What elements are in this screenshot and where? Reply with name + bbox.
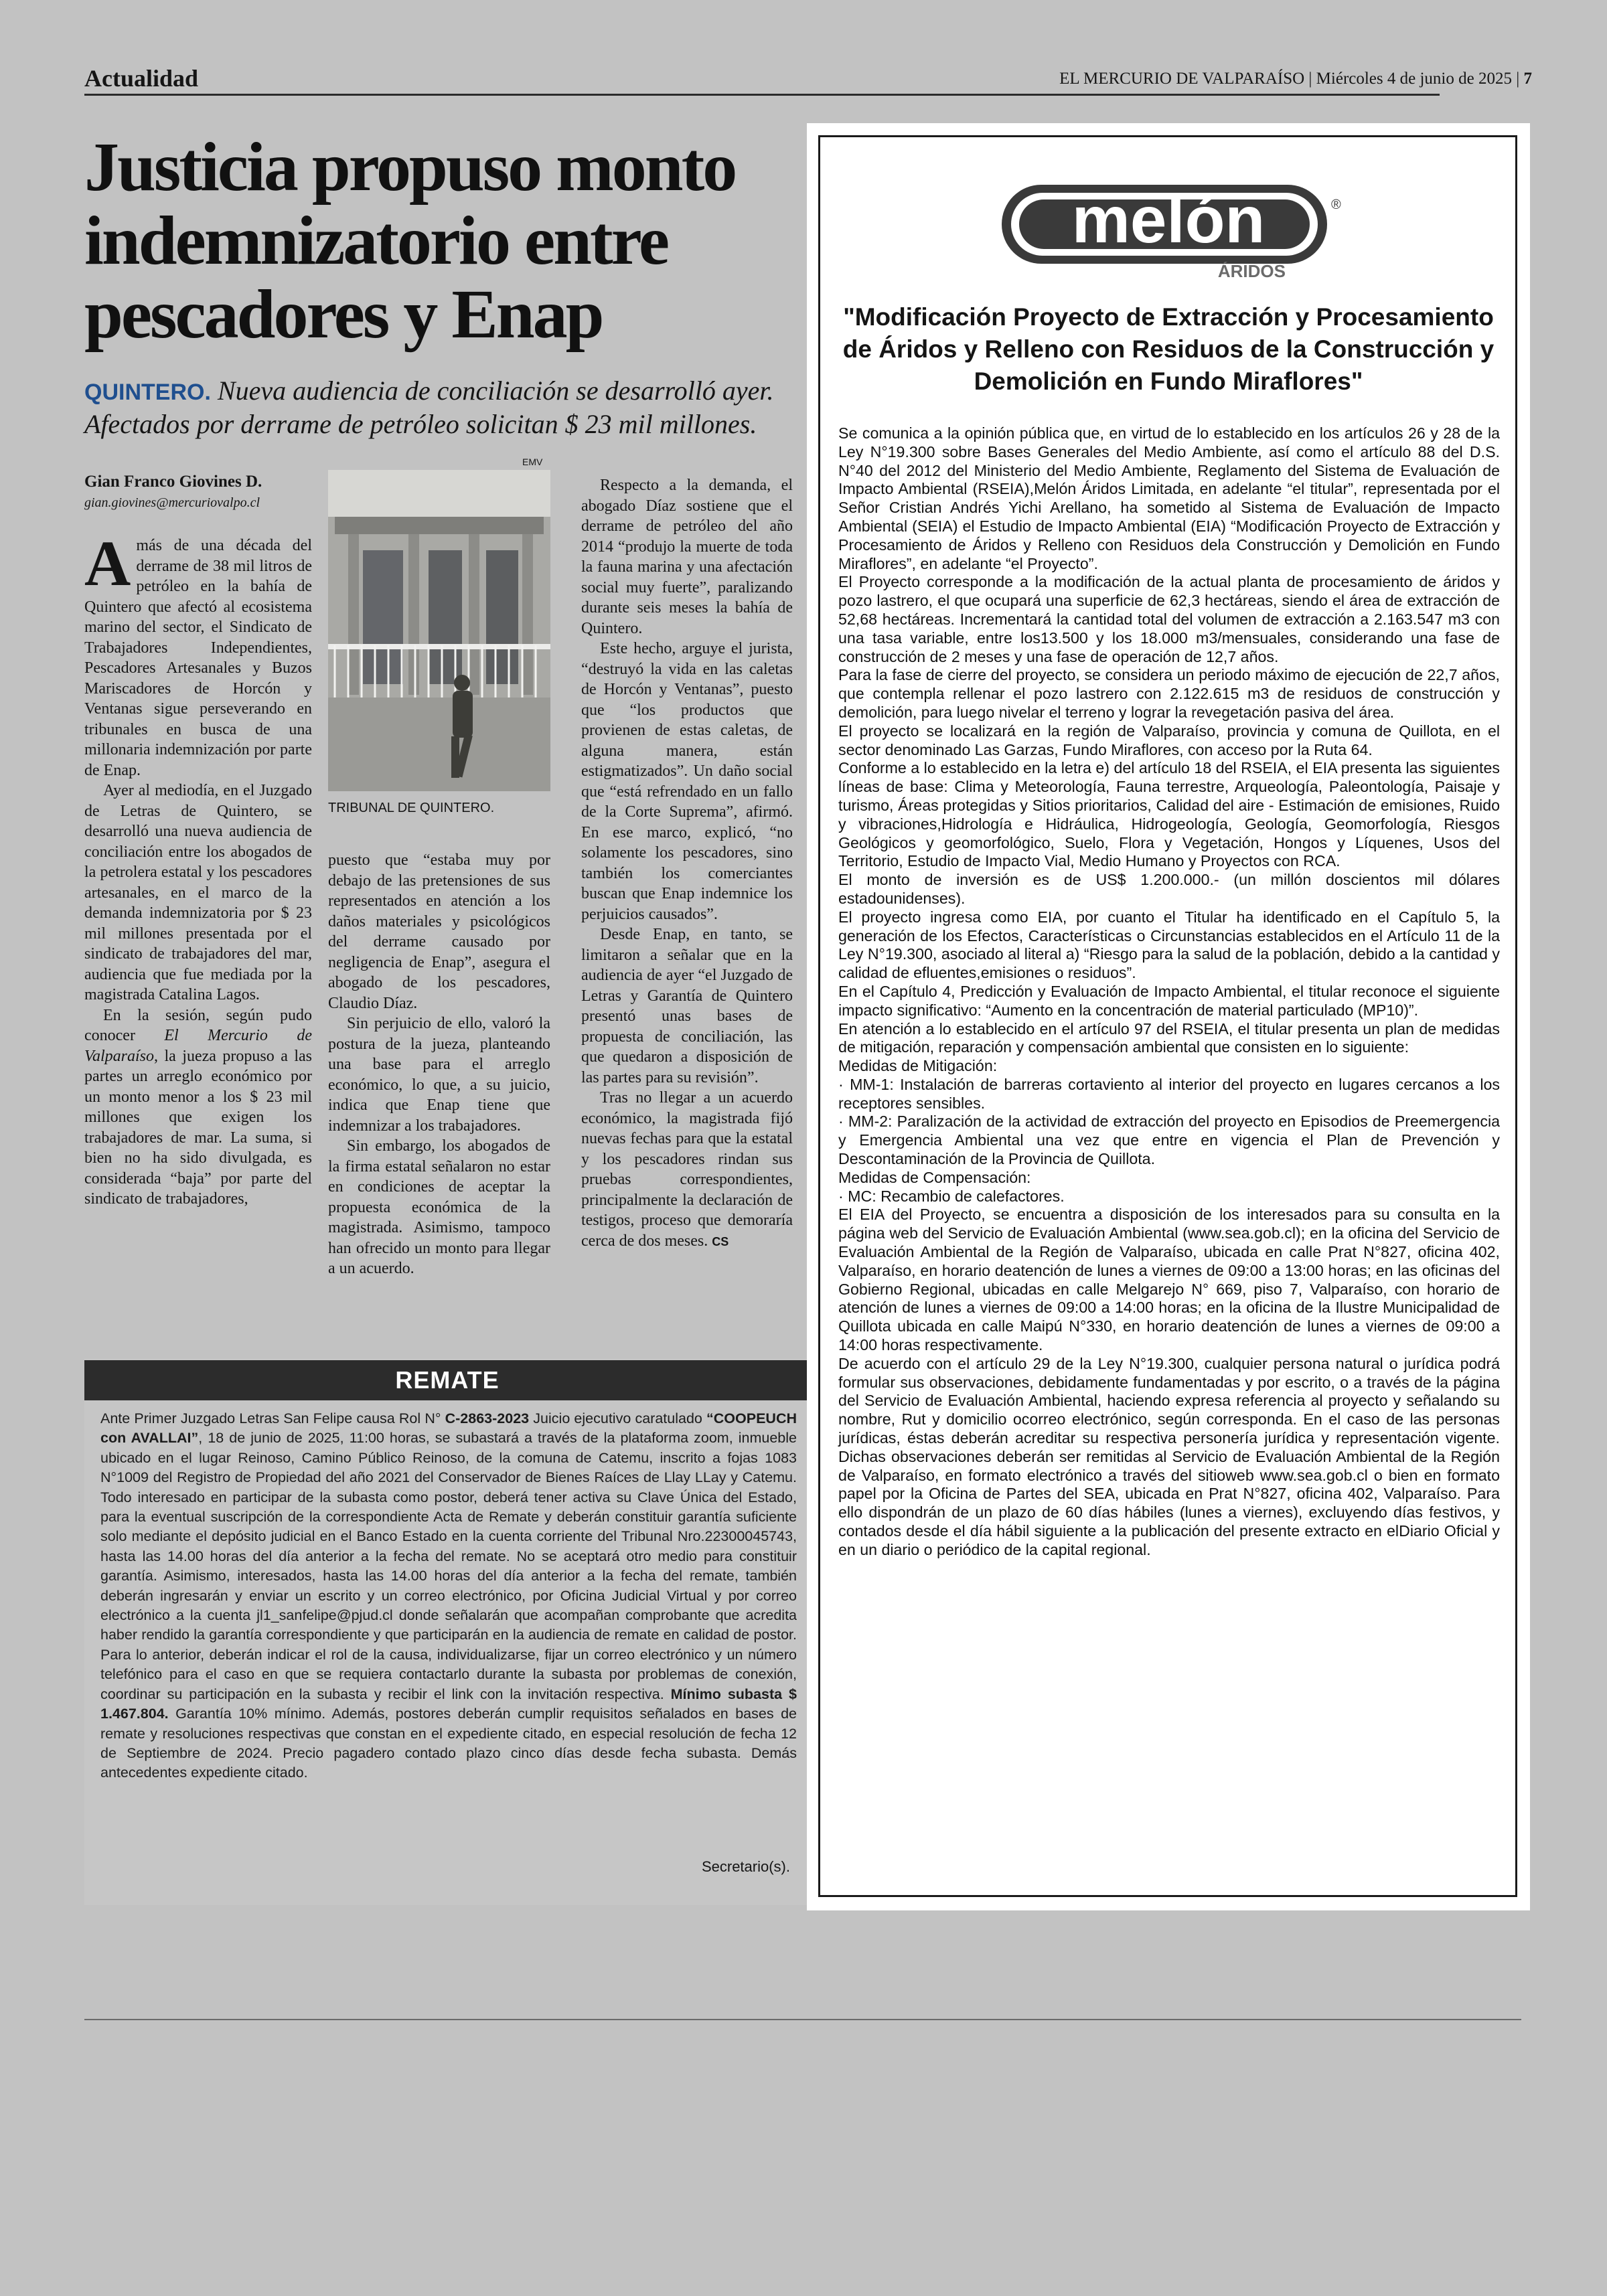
article-paragraph: Este hecho, arguye el jurista, “destruyó la vida en las caletas de Horcón y Ventanas”, puesto que “los productos que provienen de estas caletas, de alguna manera, están estigmatizados”. Un daño social que “está refrendado en un fallo de la Corte Suprema”, afirmó. En ese marco, explicó, “no solamente los pescadores, sino también los comerciantes buscan que Enap indemnice los perjuicios causados”. [581, 640, 793, 923]
publication-name: EL MERCURIO DE VALPARAÍSO [1059, 70, 1305, 88]
article-paragraph: Sin perjuicio de ello, valoró la postura de la jueza, planteando una base para el arreglo económico, lo que, a su juicio, indica que Enap tiene que indemnizar a los trabajadores. [328, 1015, 550, 1135]
byline [84, 473, 312, 511]
notice-paragraph: Para la fase de cierre del proyecto, se considera un periodo máximo de ejecución de 22,7 años, que contempla rellenar el pozo lastrero con 2.122.615 m3 de residuos de construcción y demolición, para luego nivelar el terreno y lograr la revegetación pasiva del área. [838, 666, 1500, 721]
author-name: Gian Franco Giovines D. [84, 473, 262, 491]
header-rule [84, 94, 1440, 96]
article-column-3 [581, 475, 793, 1252]
remate-text-part: , 18 de junio de 2025, 11:00 horas, se subastará a través de la plataforma zoom, inmueble ubicado en el lugar Reinoso, Camino Público Reinoso, de la comuna de Catemu, inscrito a fojas 1083 N°1009 del Registro de Propiedad del año 2021 del Conservador de Bienes Raíces de Llay LLay y Catemu. Todo interesado en participar de la subasta como postor, deberá tener activa su Clave Única del Estado, para la eventual suscripción de la correspondiente Acta de Remate y deberán constituir garantía suficiente solo mediante el depósito judicial en el Banco Estado en la cuenta corriente del Tribunal Nro.22300045743, hasta las 14.00 horas del día anterior a la fecha del remate. No se aceptará otro medio para constituir garantía. Asimismo, interesados, hasta las 14.00 horas del día anterior a la fecha del remate, también deberán ingresarán y enviar un escrito y un correo electrónico, por Oficina Judicial Virtual y por correo electrónico a la cuenta jl1_sanfelipe@pjud.cl donde señalarán que acompañan comprobante que acredita haber rendido la garantía correspondiente y que participarán en la audiencia de remate en calidad de postor. Para lo anterior, deberán indicar el rol de la causa, individualizarse, fijar un correo electrónico y un número telefónico para el caso en que se requiera contactarlo durante la subasta por problemas de conexión, coordinar su participación en la subasta y recibir el link con la invitación respectiva. [100, 1430, 797, 1702]
notice-paragraph: En el Capítulo 4, Predicción y Evaluación de Impacto Ambiental, el titular reconoce el siguiente impacto significativo: “Aumento en la concentración de material particulado (MP10)”. [838, 982, 1500, 1019]
article-paragraph [84, 1005, 312, 1210]
courthouse-photo [328, 470, 550, 791]
notice-paragraph: · MM-1: Instalación de barreras cortaviento al interior del proyecto en lugares cercanos a los receptores sensibles. [838, 1075, 1500, 1112]
notice-paragraph: · MC: Recambio de calefactores. [838, 1187, 1065, 1205]
page-number: 7 [1523, 70, 1532, 88]
article-paragraph: Respecto a la demanda, el abogado Díaz sostiene que el derrame de petróleo del año 2014 “produjo la muerte de toda la fauna marina y una afectación social muy fuerte”, paralizando durante seis meses la bahía de Quintero. [581, 477, 793, 637]
author-email: gian.giovines@mercuriovalpo.cl [84, 495, 260, 510]
drop-cap: A [84, 527, 131, 599]
masthead-separator: | [1308, 70, 1316, 88]
notice-paragraph: El proyecto ingresa como EIA, por cuanto el Titular ha identificado en el Capítulo 5, la generación de los Efectos, Características o Circunstancias establecidos en el Artículo 11 de la Ley N°19.300, asociado al literal a) “Riesgo para la salud de la población, debido a la cantidad y calidad de efluentes,emisiones o residuos”. [838, 908, 1500, 982]
article-paragraph: Desde Enap, en tanto, se limitaron a señalar que en la audiencia de ayer “el Juzgado de Letras y Garantía de Quintero presentó unas bases de propuesta de conciliación, las que quedaron a disposición de las partes para su revisión”. [581, 926, 793, 1086]
masthead-info [1059, 70, 1532, 88]
notice-title: "Modificación Proyecto de Extracción y Procesamiento de Áridos y Relleno con Residuos de la Construcción y Demolición en Fundo Miraflores" [842, 303, 1495, 395]
notice-paragraph: De acuerdo con el artículo 29 de la Ley N°19.300, cualquier persona natural o jurídica podrá formular sus observaciones, debidamente fundamentadas y por escrito, o a través de la página del Servicio de Evaluación Ambiental, haciendo expresa referencia al proyecto y señalando su nombre, Rut y domicilio ocorreo electrónico, según corresponda. En el caso de las personas jurídicas, éstas deberán acreditar su respectiva personería jurídica y representación vigente. Dichas observaciones deberán ser remitidas al Servicio de Evaluación Ambiental de la Región de Valparaíso, en formato electrónico a través del sitioweb www.sea.gob.cl o bien en formato papel por la Oficina de Partes del SEA, ubicada en Prat N°827, oficina 402, Valparaíso. Para ello dispondrán de un plazo de 60 días hábiles (lunes a viernes), excluyendo días festivos, y contados desde el día hábil siguiente a la publicación del presente extracto en elDiario Oficial y en un diario o periódico de la capital regional. [838, 1354, 1500, 1558]
notice-paragraph: El EIA del Proyecto, se encuentra a disposición de los interesados para su consulta en la página web del Servicio de Evaluación Ambiental (www.sea.gob.cl); en la oficina del Servicio de Evaluación Ambiental de la Región de Valparaíso, ubicada en calle Prat N°827, oficina 402, Valparaíso, en horario deatención de lunes a viernes de 09:00 a 13:00 horas; en las oficinas del Gobierno Regional, ubicadas en calle Melgarejo N° 669, piso 7, Valparaíso, con horario de atención de lunes a viernes de 09:00 a 14:00 horas; en la oficina de la Ilustre Municipalidad de Quillota ubicada en calle Maipú N°330, en horario deatención de lunes a viernes de 09:00 a 14:00 horas respectivamente. [838, 1206, 1500, 1354]
notice-paragraph: · MM-2: Paralización de la actividad de extracción del proyecto en Episodios de Preemergencia y Emergencia Ambiental una vez que entre en vigencia el Plan de Prevención y Descontaminación de la Provincia de Quillota. [838, 1113, 1500, 1168]
remate-text-part: Garantía 10% mínimo. Además, postores deberán cumplir requisitos señalados en bases de remate y resoluciones respectivas que constan en el expediente citado, en especial resolución de fecha 12 de Septiembre de 2024. Precio pagadero contado plazo cinco días desde fecha subasta. Demás antecedentes expediente citado. [100, 1706, 797, 1781]
article-column-1 [84, 527, 312, 1210]
logo-subtitle: ÁRIDOS [1217, 261, 1286, 281]
notice-paragraph: Medidas de Compensación: [838, 1168, 1031, 1186]
article-paragraph: puesto que “estaba muy por debajo de las pretensiones de sus representados en atención a los daños materiales y psicológicos del derrame causado por negligencia de Enap”, asegura el abogado de los pescadores, Claudio Díaz. [328, 851, 550, 1012]
melon-logo-mark [998, 175, 1346, 282]
article-column-2 [328, 850, 550, 1279]
notice-paragraph: El monto de inversión es de US$ 1.200.000.- (un millón doscientos mil dólares estadounidenses). [838, 871, 1500, 907]
article-paragraph: Sin embargo, los abogados de la firma estatal señalaron no estar en condiciones de aceptar la propuesta económica de la magistrada. Asimismo, tampoco han ofrecido un monto para llegar a un acuerdo. [328, 1137, 550, 1277]
notice-paragraph: El Proyecto corresponde a la modificación de la actual planta de procesamiento de áridos y pozo lastrero, el que ocupará una superficie de 62,3 hectáreas, siendo el área de extracción de 52,68 hectáreas. Incrementará la cantidad total del volumen de extracción a 2.163.547 m3 con una tasa variable, entre los13.500 y los 18.000 m3/mensuales, considerando una fase de construcción de 2 meses y una fase de operación de 12,7 años. [838, 573, 1500, 665]
minimum-bid: Mínimo subasta $ 1.467.804. [100, 1686, 797, 1722]
end-mark: CS [712, 1234, 729, 1248]
remate-text-part: Juicio ejecutivo caratulado [529, 1410, 707, 1426]
article-headline: Justicia propuso monto indemnizatorio entre pescadores y Enap [84, 129, 736, 353]
paragraph-text: En la sesión, según pudo conocer [84, 1006, 312, 1044]
case-rol: C-2863-2023 [445, 1410, 530, 1426]
photo-caption: TRIBUNAL DE QUINTERO. [328, 801, 495, 815]
melon-logo [998, 175, 1346, 282]
masthead-separator: | [1516, 70, 1524, 88]
remate-text-part: Ante Primer Juzgado Letras San Felipe causa Rol N° [100, 1410, 445, 1426]
article-paragraph [84, 527, 312, 781]
article-deck [84, 375, 808, 440]
article-paragraph: Ayer al mediodía, en el Juzgado de Letras de Quintero, se desarrolló una nueva audiencia de conciliación entre los abogados de la petrolera estatal y los pescadores artesanales, en el marco de la demanda indemnizatoria por $ 23 mil millones presentada por el sindicato de trabajadores del mar, audiencia que fue mediada por la magistrada Catalina Lagos. [84, 782, 312, 1003]
notice-paragraph: El proyecto se localizará en la región de Valparaíso, provincia y comuna de Quillota, en el sector denominado Las Garzas, Fundo Miraflores, con acceso por la Ruta 64. [838, 722, 1500, 758]
notice-paragraph: En atención a lo establecido en el artículo 97 del RSEIA, el titular presenta un plan de medidas de mitigación, reparación y compensación ambiental que consisten en lo siguiente: [838, 1019, 1500, 1056]
issue-date: Miércoles 4 de junio de 2025 [1316, 70, 1512, 88]
paragraph-text: más de una década del derrame de 38 mil litros de petróleo en la bahía de Quintero que afectó al ecosistema marino del sector, el Sindicato de Trabajadores Independientes, Pescadores Artesanales y Buzos Mariscadores de Horcón y Ventanas sigue perseverando en tribunales en busca de una millonaria indemnización por parte de Enap. [84, 537, 312, 779]
newspaper-name: El Mercurio de Valparaíso [84, 1027, 312, 1065]
deck-kicker: QUINTERO. [84, 380, 211, 405]
remate-title: REMATE [84, 1360, 810, 1400]
logo-registered: ® [1331, 197, 1341, 212]
section-name: Actualidad [84, 65, 199, 92]
photo-credit: EMV [522, 457, 543, 467]
remate-text [100, 1409, 797, 1783]
footer-rule [84, 2019, 1521, 2020]
paragraph-text: , la jueza propuso a las partes un arreglo económico por un monto menor a los $ 23 mil millones que exigen los trabajadores de mar. La suma, si bien no ha sido divulgada, es considerada “baja” por parte del sindicato de trabajadores, [84, 1047, 312, 1208]
paragraph-text: Tras no llegar a un acuerdo económico, la magistrada fijó nuevas fechas para que la estatal y los pescadores rindan sus pruebas correspondientes, principalmente la declaración de testigos, proceso que demoraría cerca de dos meses. [581, 1089, 793, 1250]
notice-paragraph: Conforme a lo establecido en la letra e) del artículo 18 del RSEIA, el EIA presenta las siguientes líneas de base: Clima y Meteorología, Fauna terrestre, Arqueología, Paleontología, Paisaje y turismo, Áreas protegidas y Sitios prioritarios, Calidad del aire - Estimación de emisiones, Ruido y vibraciones,Hidrología e Hidráulica, Hidrogeología, Geología, Geomorfología, Riesgos Geológicos y geomorfológico, Suelo, Flora y Vegetación, Hongos y Líquenes, Usos del Territorio, Estudio de Impacto Vial, Medio Humano y Proyectos con RCA. [838, 759, 1500, 870]
case-caption: “COOPEUCH con AVALLAI” [100, 1410, 797, 1447]
notice-body [838, 424, 1500, 1560]
deck-text: Nueva audiencia de conciliación se desarrolló ayer. Afectados por derrame de petróleo solicitan $ 23 mil millones. [84, 376, 774, 439]
logo-wordmark: melón [1071, 183, 1266, 256]
notice-paragraph: Se comunica a la opinión pública que, en virtud de lo establecido en los artículos 26 y 28 de la Ley N°19.300 sobre Bases Generales del Medio Ambiente, así como el artículo 88 del D.S. N°40 del 2012 del Ministerio del Medio Ambiente, Reglamento del Sistema de Evaluación de Impacto Ambiental (RSEIA),Melón Áridos Limitada, en adelante “el titular”, representada por el Señor Cristian Andrés Yichi Arellano, ha sometido al Sistema de Evaluación de Impacto Ambiental (SEIA) el Estudio de Impacto Ambiental (EIA) “Modificación Proyecto de Extracción y Procesamiento de Áridos y Relleno con Residuos dela Construcción y Demolición en Fundo Miraflores”, en adelante “el Proyecto”. [838, 424, 1500, 572]
courthouse-illustration [328, 470, 550, 791]
remate-signature: Secretario(s). [701, 1858, 790, 1875]
notice-paragraph: Medidas de Mitigación: [838, 1057, 998, 1075]
article-paragraph [581, 1088, 793, 1252]
